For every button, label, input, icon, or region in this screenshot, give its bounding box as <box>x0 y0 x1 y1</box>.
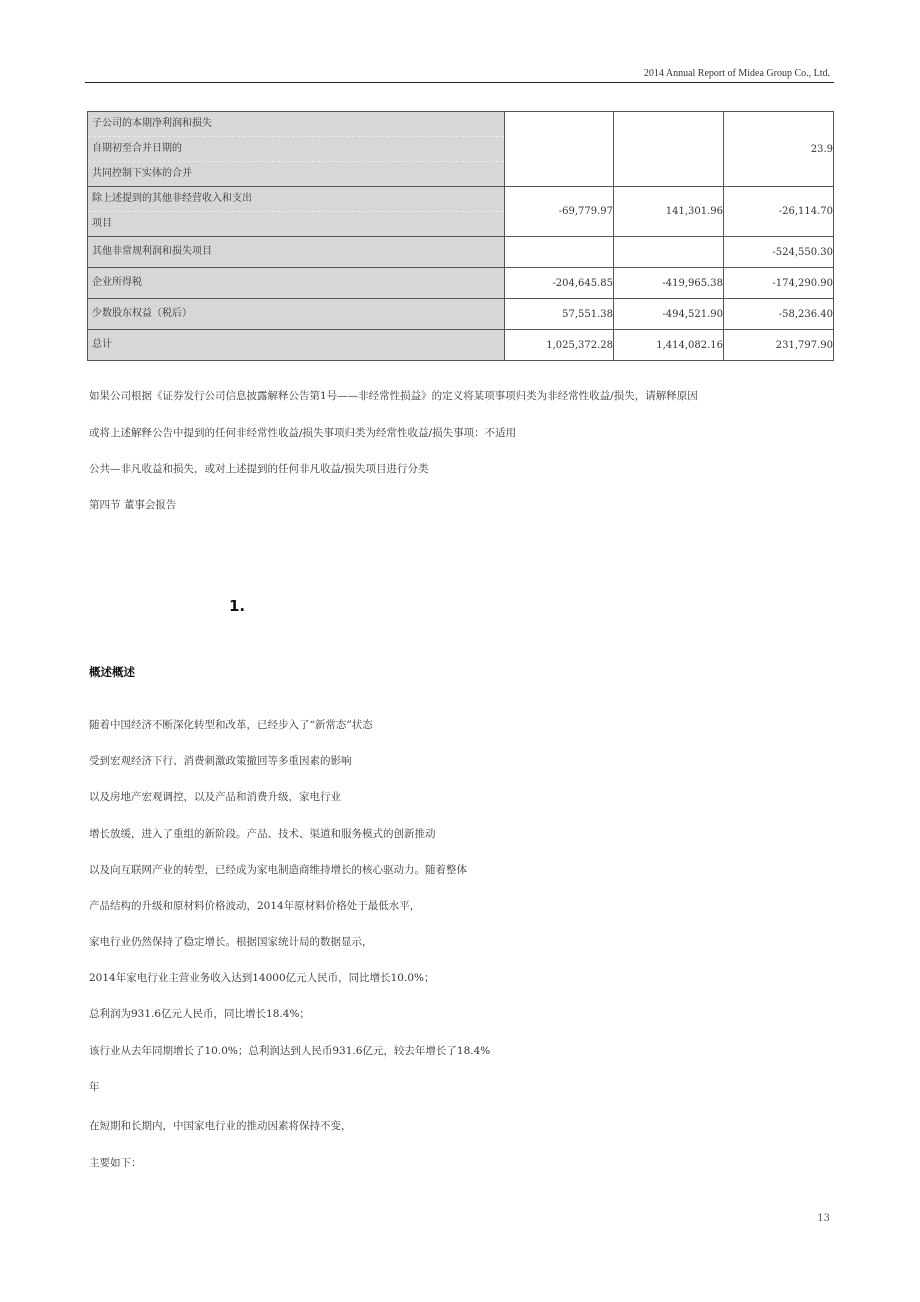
body-line: 以及房地产宏观调控，以及产品和消费升级，家电行业 <box>89 791 341 803</box>
table-row <box>88 237 834 268</box>
body-line: 2014年家电行业主营业务收入达到14000亿元人民币，同比增长10.0%； <box>89 972 435 984</box>
label-line: 共同控制下实体的合并 <box>88 161 504 186</box>
section-heading: 第四节 董事会报告 <box>89 499 177 511</box>
value-cell: 231,797.90 <box>724 330 834 361</box>
value-cell: 141,301.96 <box>614 187 724 237</box>
row-label <box>88 237 505 268</box>
label-line: 自期初至合并日期的 <box>88 136 504 161</box>
table-row-total <box>88 330 834 361</box>
value-cell: -69,779.97 <box>505 187 614 237</box>
page-header <box>85 70 834 83</box>
label-line: 子公司的本期净利润和损失 <box>92 118 212 129</box>
value-cell: 1,414,082.16 <box>614 330 724 361</box>
note-paragraph: 公共—非凡收益和损失，或对上述提到的任何非凡收益/损失项目进行分类 <box>89 463 429 475</box>
value-cell: -58,236.40 <box>724 299 834 330</box>
value-cell <box>505 112 614 187</box>
body-line: 产品结构的升级和原材料价格波动，2014年原材料价格处于最低水平， <box>89 900 421 912</box>
value-cell: 1,025,372.28 <box>505 330 614 361</box>
note-paragraph: 如果公司根据《证券发行公司信息披露解释公告第1号——非经常性损益》的定义将某项事项归类为非经常性收益/损失，请解释原因 <box>89 390 698 402</box>
body-line: 家电行业仍然保持了稳定增长。根据国家统计局的数据显示， <box>89 936 373 948</box>
value-cell <box>614 112 724 187</box>
body-line: 总利润为931.6亿元人民币，同比增长18.4%； <box>89 1008 310 1020</box>
label-line: 总计 <box>92 339 112 350</box>
value-cell: 57,551.38 <box>505 299 614 330</box>
body-line: 年 <box>89 1081 100 1093</box>
label-line: 除上述提到的其他非经营收入和支出 <box>92 193 252 204</box>
body-line: 增长放缓，进入了重组的新阶段。产品、技术、渠道和服务模式的创新推动 <box>89 828 436 840</box>
row-label <box>88 299 505 330</box>
table-row <box>88 299 834 330</box>
section-number: 1. <box>229 597 246 615</box>
note-paragraph: 或将上述解释公告中提到的任何非经常性收益/损失事项归类为经常性收益/损失事项：不适用 <box>89 427 517 439</box>
label-line: 其他非常规利润和损失项目 <box>92 246 212 257</box>
value-cell <box>614 237 724 268</box>
report-title: 2014 Annual Report of Midea Group Co., Ltd. <box>643 68 830 79</box>
row-label <box>88 330 505 361</box>
value-cell: -204,645.85 <box>505 268 614 299</box>
body-line: 在短期和长期内，中国家电行业的推动因素将保持不变， <box>89 1120 352 1132</box>
table-row <box>88 112 834 187</box>
section-title: 概述概述 <box>89 665 135 679</box>
value-cell <box>505 237 614 268</box>
label-line: 少数股东权益（税后） <box>92 308 192 319</box>
row-label <box>88 268 505 299</box>
value-cell: -494,521.90 <box>614 299 724 330</box>
page-number: 13 <box>817 1213 830 1224</box>
income-table <box>87 111 834 361</box>
value-cell: -26,114.70 <box>724 187 834 237</box>
body-line: 以及向互联网产业的转型，已经成为家电制造商维持增长的核心驱动力。随着整体 <box>89 864 467 876</box>
body-line: 主要如下： <box>89 1157 142 1169</box>
value-cell: 23.9 <box>724 112 834 187</box>
body-line: 受到宏观经济下行、消费刺激政策撤回等多重因素的影响 <box>89 755 352 767</box>
value-cell: -419,965.38 <box>614 268 724 299</box>
label-line: 项目 <box>88 211 504 236</box>
body-line: 该行业从去年同期增长了10.0%；总利润达到人民币931.6亿元，较去年增长了18.4% <box>89 1045 491 1057</box>
value-cell: -524,550.30 <box>724 237 834 268</box>
body-line: 随着中国经济不断深化转型和改革，已经步入了“新常态”状态 <box>89 719 373 731</box>
row-label <box>88 112 505 187</box>
value-cell: -174,290.90 <box>724 268 834 299</box>
row-label <box>88 187 505 237</box>
label-line: 企业所得税 <box>92 277 142 288</box>
table-row <box>88 187 834 237</box>
table-row <box>88 268 834 299</box>
